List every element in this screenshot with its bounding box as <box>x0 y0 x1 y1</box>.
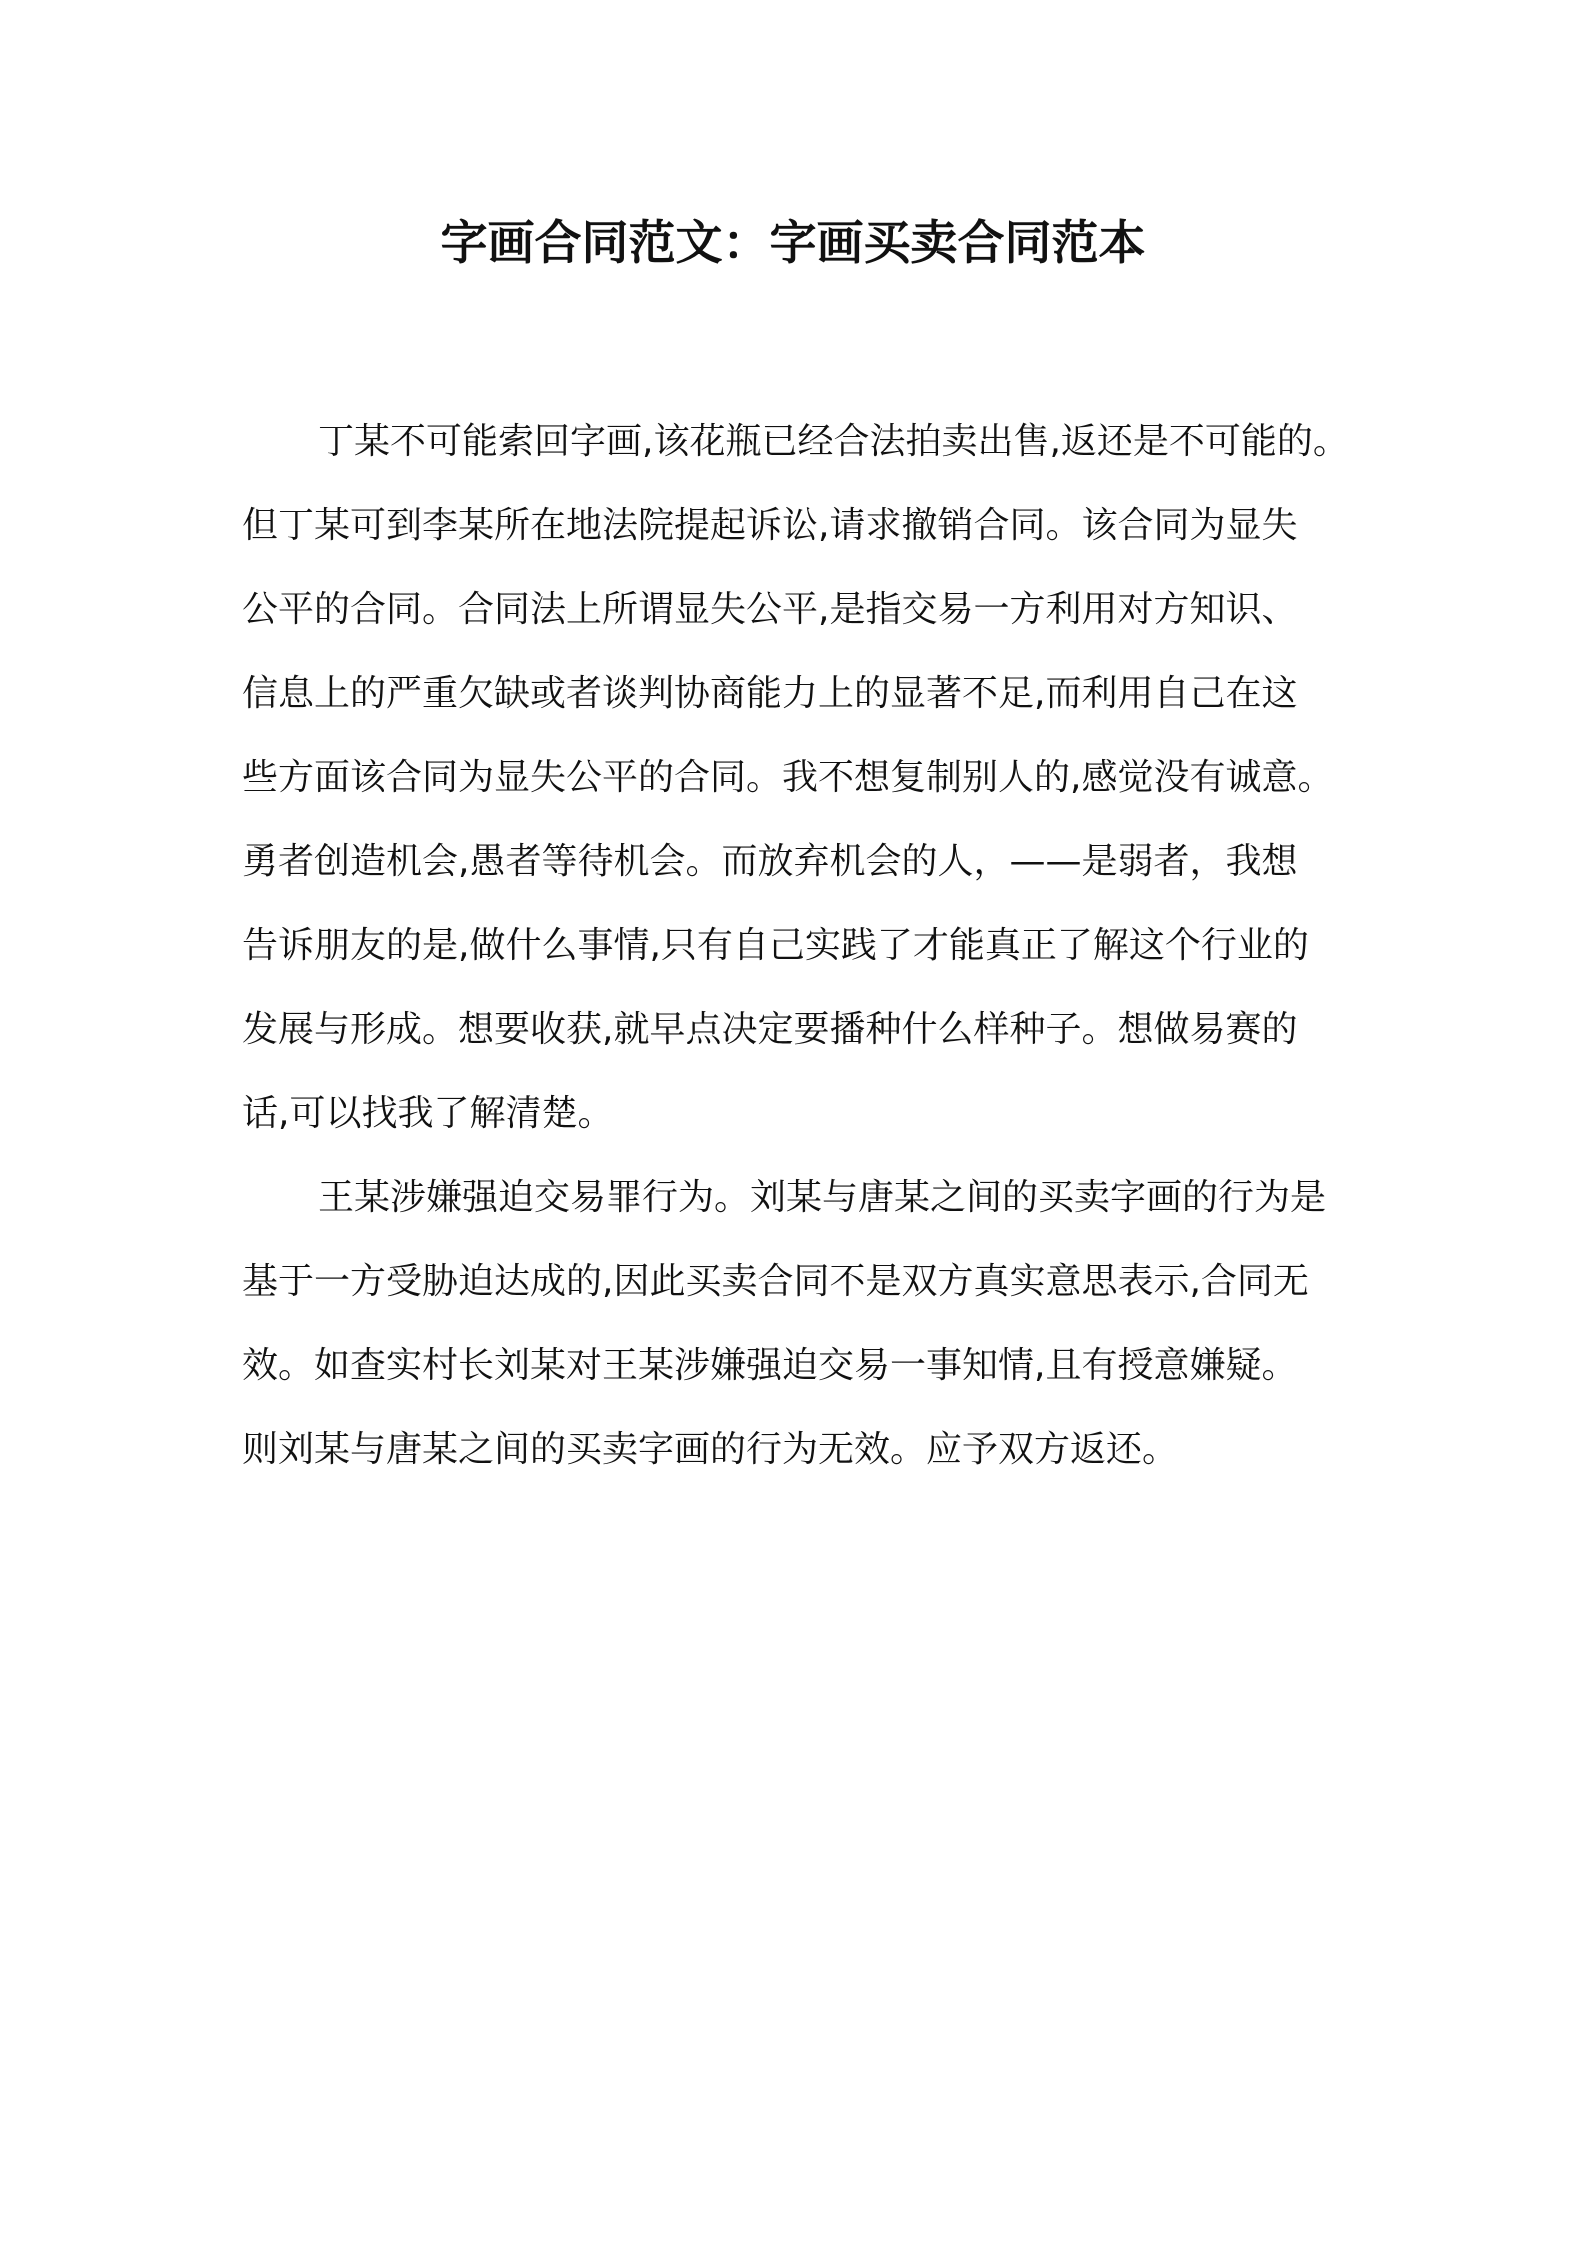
text-line: 但丁某可到李某所在地法院提起诉讼,请求撤销合同。该合同为显失 <box>242 505 1298 546</box>
text-line: 效。如查实村长刘某对王某涉嫌强迫交易一事知情,且有授意嫌疑。 <box>242 1345 1298 1386</box>
text-line: 信息上的严重欠缺或者谈判协商能力上的显著不足,而利用自己在这 <box>242 673 1298 714</box>
document-body <box>242 400 1362 1492</box>
text-line: 王某涉嫌强迫交易罪行为。刘某与唐某之间的买卖字画的行为是 <box>318 1177 1327 1218</box>
text-line: 话,可以找我了解清楚。 <box>242 1093 614 1134</box>
text-line: 公平的合同。合同法上所谓显失公平,是指交易一方利用对方知识、 <box>242 589 1298 630</box>
text-line: 告诉朋友的是,做什么事情,只有自己实践了才能真正了解这个行业的 <box>242 925 1309 966</box>
paragraph-2 <box>242 1156 1362 1492</box>
text-line: 丁某不可能索回字画,该花瓶已经合法拍卖出售,返还是不可能的。 <box>318 421 1349 462</box>
text-line: 基于一方受胁迫达成的,因此买卖合同不是双方真实意思表示,合同无 <box>242 1261 1309 1302</box>
document-title: 字画合同范文：字画买卖合同范本 <box>440 216 1146 271</box>
text-line: 发展与形成。想要收获,就早点决定要播种什么样种子。想做易赛的 <box>242 1009 1298 1050</box>
text-line: 则刘某与唐某之间的买卖字画的行为无效。应予双方返还。 <box>242 1429 1179 1470</box>
text-line: 些方面该合同为显失公平的合同。我不想复制别人的,感觉没有诚意。 <box>242 757 1334 798</box>
paragraph-1 <box>242 400 1362 1156</box>
text-line: 勇者创造机会,愚者等待机会。而放弃机会的人，——是弱者，我想 <box>242 841 1298 882</box>
